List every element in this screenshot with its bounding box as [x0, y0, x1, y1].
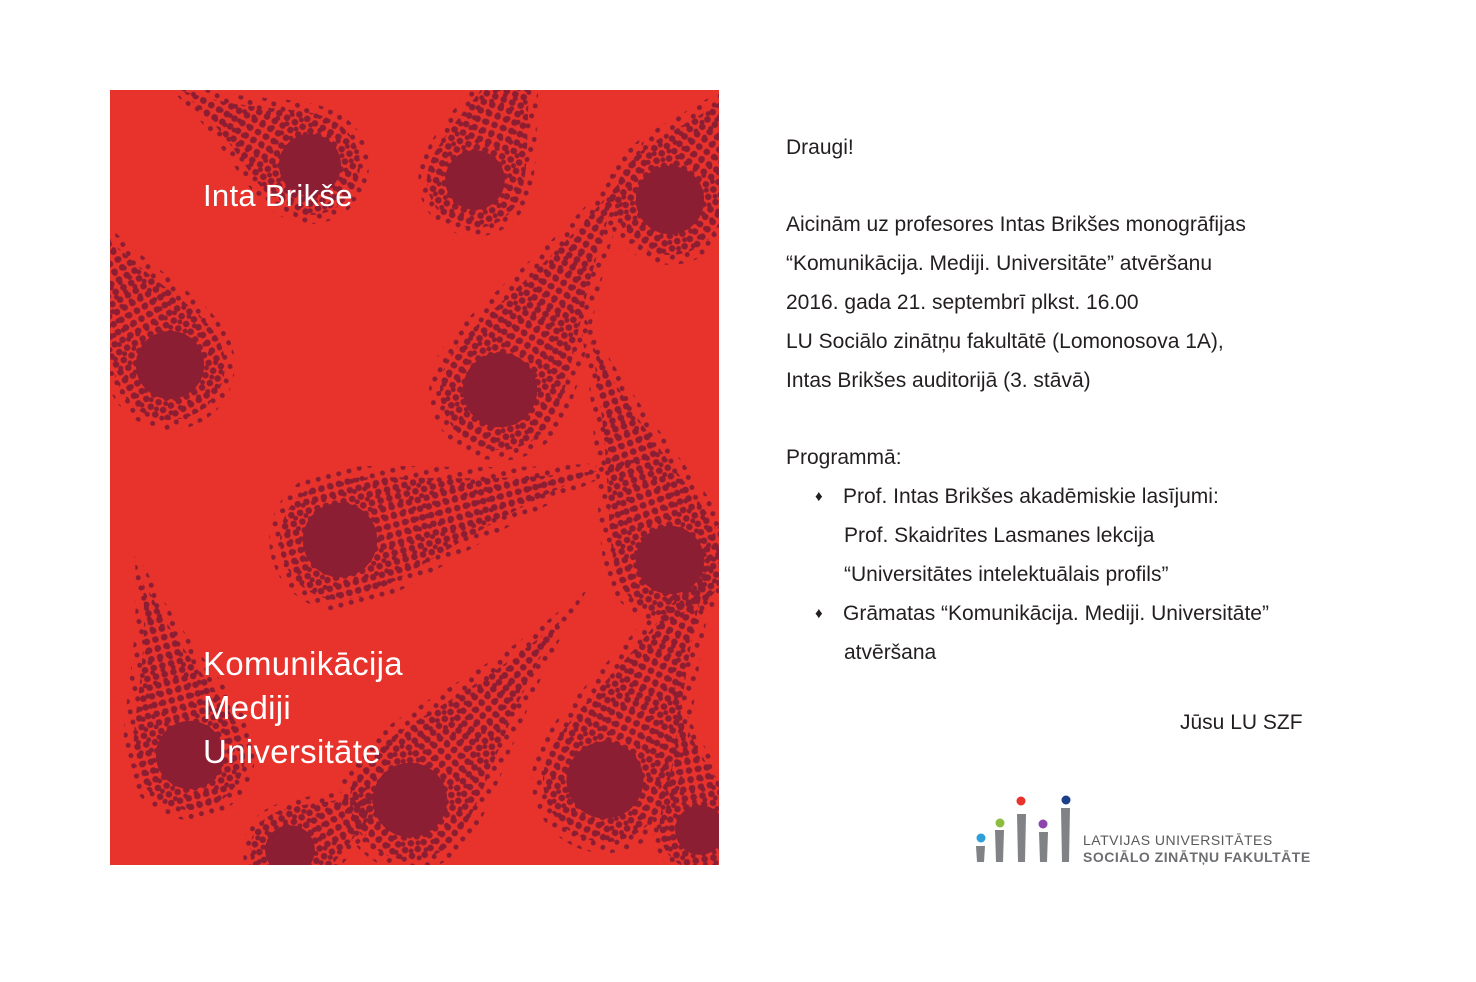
- logo-dot: [1062, 796, 1071, 805]
- logo-dot: [977, 834, 986, 843]
- halftone-drop: [110, 179, 245, 440]
- program-item: [786, 594, 1426, 633]
- logo-bar: [1039, 832, 1048, 862]
- logo-dot: [996, 819, 1005, 828]
- signature: Jūsu LU SZF: [1180, 711, 1303, 734]
- book-cover: [110, 90, 719, 865]
- cover-title-line: Komunikācija: [203, 645, 403, 682]
- cover-title: [203, 642, 403, 774]
- invitation-line: “Komunikācija. Mediji. Universitāte” atvēršanu: [786, 252, 1212, 275]
- logo-text-line2: SOCIĀLO ZINĀTŅU FAKULTĀTE: [1083, 849, 1311, 865]
- program-item-line: atvēršana: [844, 641, 937, 664]
- halftone-drop-pattern: [110, 90, 719, 865]
- invitation-line: Intas Brikšes auditorijā (3. stāvā): [786, 369, 1091, 392]
- invitation-line: Aicinām uz profesores Intas Brikšes monogrāfijas: [786, 213, 1246, 236]
- cover-author: Inta Brikše: [203, 178, 353, 213]
- program-item-line: Grāmatas “Komunikācija. Mediji. Universitāte”: [843, 602, 1269, 625]
- invitation-text: [786, 128, 1426, 672]
- cover-title-line: Mediji: [203, 689, 291, 726]
- logo-bar: [1017, 814, 1026, 862]
- logo-dot: [1017, 797, 1026, 806]
- greeting: Draugi!: [786, 136, 854, 159]
- diamond-bullet-icon: ♦: [815, 488, 823, 505]
- logo-bar: [995, 830, 1004, 862]
- logo-bar: [976, 846, 985, 862]
- program-item: [786, 477, 1426, 516]
- logo-text-line1: LATVIJAS UNIVERSITĀTES: [1083, 832, 1273, 848]
- diamond-bullet-icon: ♦: [815, 605, 823, 622]
- faculty-logo-text: [1083, 832, 1311, 866]
- invitation-line: LU Sociālo zinātņu fakultātē (Lomonosova 1A),: [786, 330, 1224, 353]
- program-item-line: Prof. Skaidrītes Lasmanes lekcija: [844, 524, 1155, 547]
- invitation-line: 2016. gada 21. septembrī plkst. 16.00: [786, 291, 1139, 314]
- logo-dot: [1039, 820, 1048, 829]
- faculty-logo: [973, 794, 1333, 866]
- program-item-line: Prof. Intas Brikšes akadēmiskie lasījumi:: [843, 485, 1219, 508]
- cover-title-line: Universitāte: [203, 733, 381, 770]
- program-heading: Programmā:: [786, 446, 902, 469]
- faculty-logo-mark-icon: [973, 794, 1077, 866]
- program-item-line: “Universitātes intelektuālais profils”: [844, 563, 1169, 586]
- logo-bar: [1061, 808, 1070, 862]
